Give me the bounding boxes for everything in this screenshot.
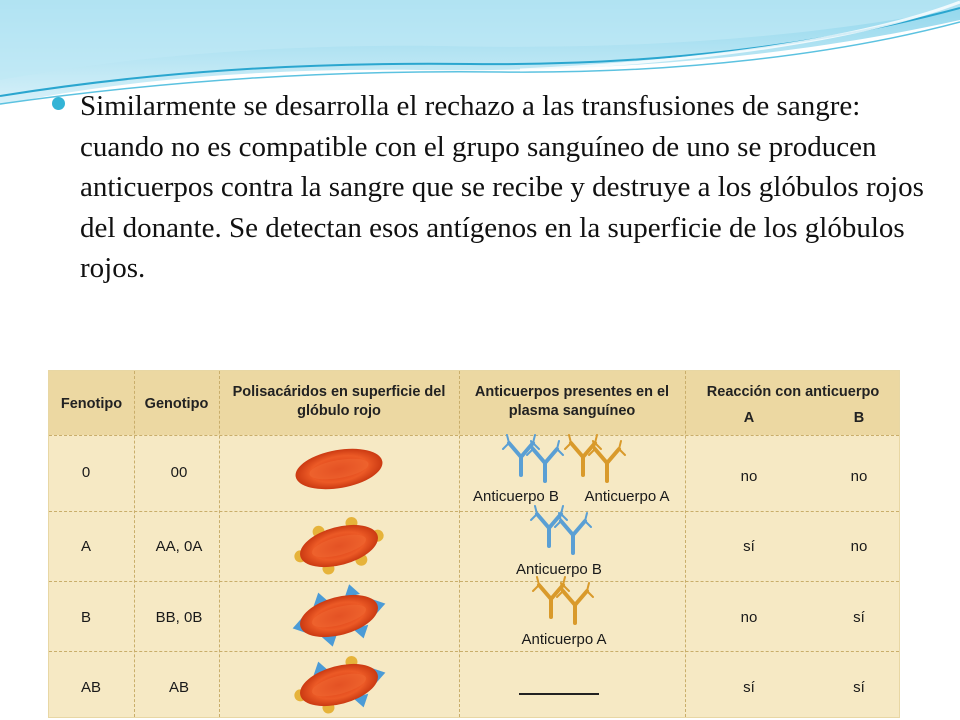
header-reaccion-a: A	[743, 410, 755, 426]
antibody-b-row-0-icon	[503, 435, 539, 475]
header-reaccion: Reacción con anticuerpo	[706, 384, 880, 400]
table-illustrations	[49, 371, 901, 719]
row-ab-reaccion-a: sí	[743, 679, 755, 696]
bullet-text: Similarmente se desarrolla el rechazo a las transfusiones de sangre: cuando no es compatible con el grupo sanguíneo de uno se producen anticuerpos contra la sangre que se recibe y destruye a los glóbulos rojos del donante. Se detectan esos antígenos en la superficie de los glóbulos rojos.	[80, 90, 924, 284]
row-ab-reaccion-b: sí	[853, 679, 865, 696]
row-b-antibody-label: Anticuerpo A	[521, 631, 607, 648]
row-0-genotipo: 00	[170, 464, 188, 481]
row-a-antibody-label: Anticuerpo B	[516, 561, 602, 578]
red-cell-row-0-icon	[292, 443, 385, 496]
row-b-fenotipo: B	[80, 609, 91, 626]
row-b-reaccion-a: no	[740, 609, 758, 626]
header-reaccion-b: B	[853, 410, 865, 426]
antibody-b-row-a-icon	[531, 506, 567, 546]
antibody-b-row-a-icon-2	[555, 513, 591, 553]
row-a-reaccion-b: no	[850, 538, 868, 555]
row-ab-genotipo: AB	[168, 679, 189, 696]
row-0-antibody-b-label: Anticuerpo B	[473, 488, 559, 505]
red-cell-row-b-icon	[285, 577, 392, 656]
row-0-reaccion-a: no	[740, 468, 758, 485]
antibody-a-row-b-icon	[533, 577, 569, 617]
header-anticuerpos: Anticuerpos presentes en el plasma sanguíneo	[474, 384, 670, 419]
antibody-a-row-0-icon-2	[589, 441, 625, 481]
bullet-paragraph	[52, 86, 932, 289]
row-0-antibody-a-label: Anticuerpo A	[584, 488, 670, 505]
row-a-reaccion-a: sí	[743, 538, 755, 555]
header-polisacaridos: Polisacáridos en superficie del glóbulo rojo	[232, 384, 446, 419]
antibody-a-row-b-icon-2	[557, 583, 593, 623]
bullet-dot-icon	[52, 97, 65, 110]
red-cell-row-a-icon	[288, 510, 390, 582]
header-genotipo: Genotipo	[144, 396, 209, 412]
row-b-reaccion-b: sí	[853, 609, 865, 626]
row-b-genotipo: BB, 0B	[155, 609, 203, 626]
row-0-reaccion-b: no	[850, 468, 868, 485]
header-fenotipo: Fenotipo	[60, 396, 123, 412]
blood-type-table	[48, 370, 900, 718]
row-a-fenotipo: A	[80, 538, 91, 555]
antibody-b-row-0-icon-2	[527, 441, 563, 481]
row-0-fenotipo: 0	[81, 464, 91, 481]
antibody-a-row-0-icon	[565, 435, 601, 475]
row-a-genotipo: AA, 0A	[155, 538, 203, 555]
row-ab-fenotipo: AB	[80, 679, 101, 696]
red-cell-row-ab-icon	[287, 646, 392, 719]
